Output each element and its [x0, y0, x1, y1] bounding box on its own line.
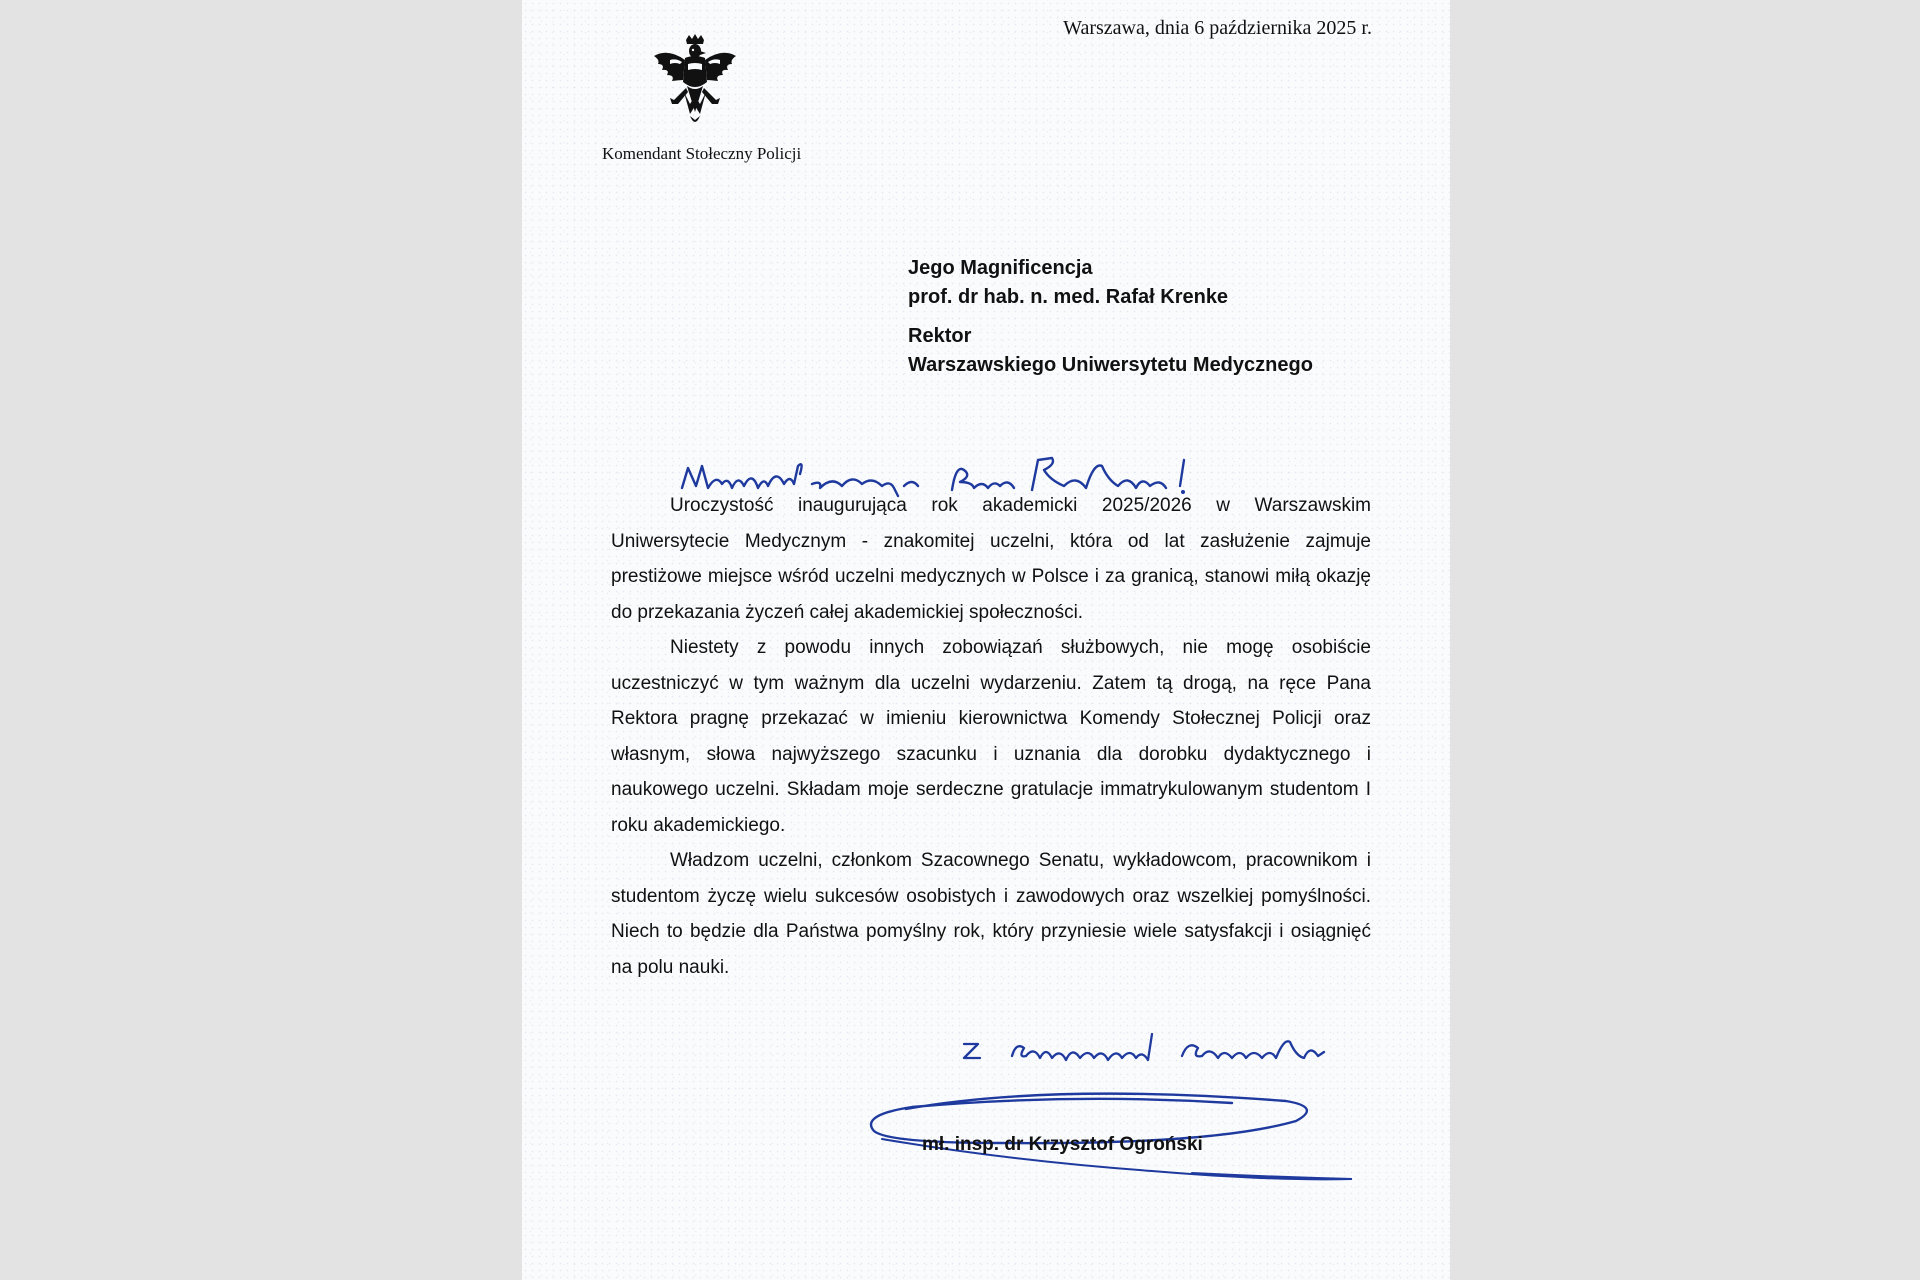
signatory-name: mł. insp. dr Krzysztof Ogroński: [922, 1134, 1203, 1155]
letter-body: [611, 488, 1371, 985]
paragraph: Niestety z powodu innych zobowiązań służbowych, nie mogę osobiście uczestniczyć w tym ważnym dla uczelni wydarzeniu. Zatem tą drogą, na ręce Pana Rektora pragnę przekazać w imieniu kierownictwa Komendy Stołecznej Policji oraz własnym, słowa najwyższego szacunku i uznania dla dorobku dydaktycznego i naukowego uczelni. Składam moje serdeczne gratulacje immatrykulowanym studentom I roku akademickiego.: [611, 637, 1371, 836]
paragraph: Władzom uczelni, członkom Szacownego Senatu, wykładowcom, pracownikom i studentom życzę wielu sukcesów osobistych i zawodowych oraz wszelkiej pomyślności. Niech to będzie dla Państwa pomyślny rok, który przyniesie wiele satysfakcji i osiągnięć na polu nauki.: [611, 850, 1371, 978]
letter-sheet: [522, 0, 1450, 1280]
addressee-title: Jego Magnificencja: [908, 257, 1093, 279]
institution-name: Komendant Stołeczny Policji: [602, 144, 802, 163]
letter-date: Warszawa, dnia 6 października 2025 r.: [1063, 17, 1372, 39]
paragraph: Uroczystość inaugurująca rok akademicki 2025/2026 w Warszawskim Uniwersytecie Medycznym - znakomitej uczelni, która od lat zasłużenie zajmuje prestiżowe miejsce wśród uczelni medycznych w Polsce i za granicą, stanowi miłą okazję do przekazania życzeń całej akademickiej społeczności.: [611, 495, 1371, 623]
addressee-position: Rektor: [908, 325, 972, 347]
addressee-institution: Warszawskiego Uniwersytetu Medycznego: [908, 354, 1313, 376]
polish-eagle-icon: [650, 34, 740, 129]
handwritten-closing: [952, 1008, 1452, 1078]
addressee-name: prof. dr hab. n. med. Rafał Krenke: [908, 286, 1229, 308]
